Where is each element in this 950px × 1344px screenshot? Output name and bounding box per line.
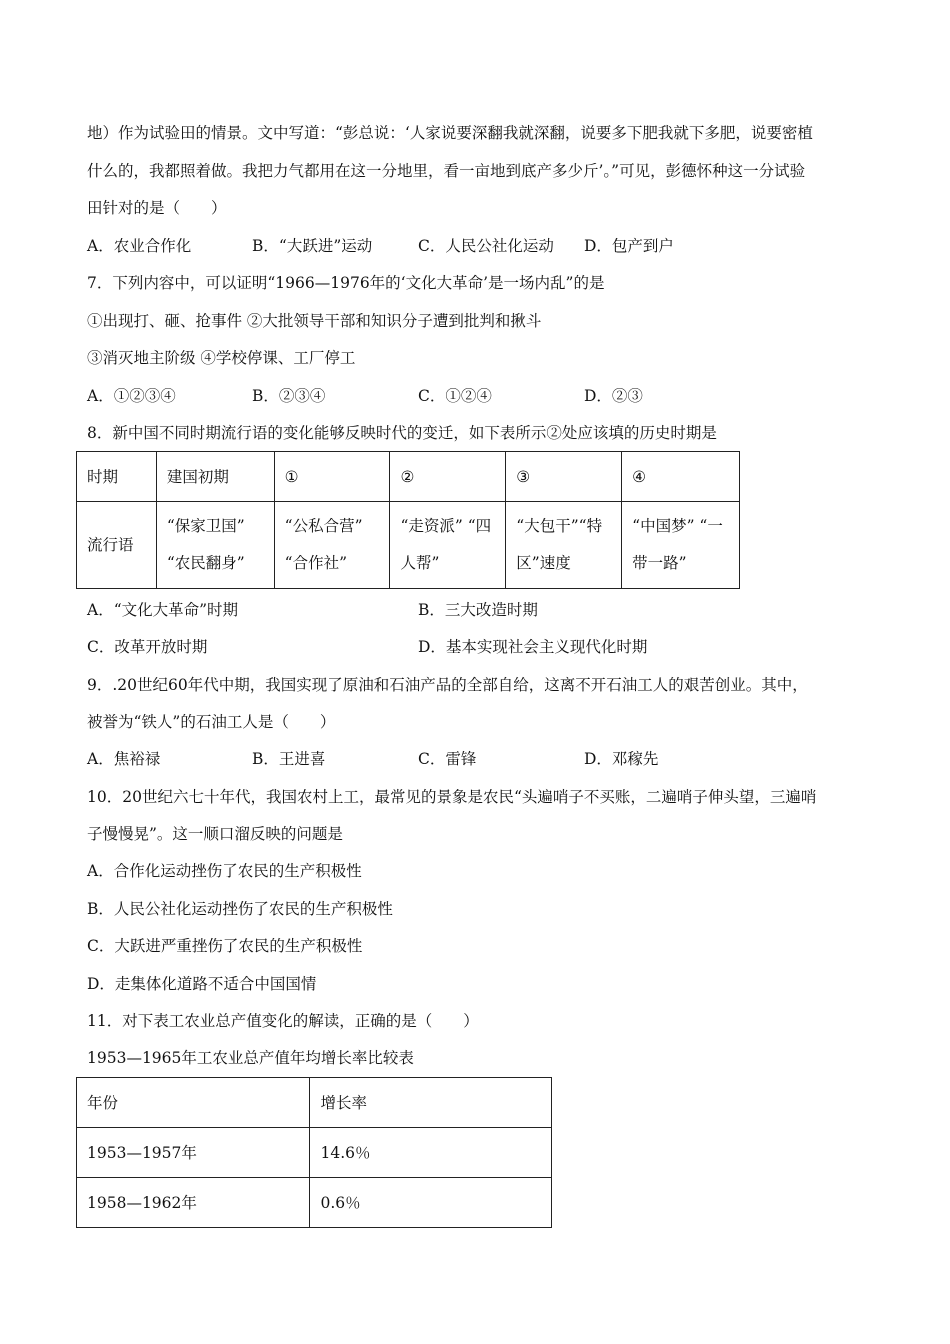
q8-option-d: D．基本实现社会主义现代化时期 — [418, 638, 648, 656]
q8-stem: 8．新中国不同时期流行语的变化能够反映时代的变迁，如下表所示②处应该填的历史时期是 — [87, 424, 717, 442]
q7-option-c: C．①②④ — [418, 387, 492, 405]
q7-items-line-1: ①出现打、砸、抢事件 ②大批领导干部和知识分子遭到批判和揪斗 — [87, 312, 542, 330]
header-circle-1: ① — [274, 452, 390, 502]
q7-option-d: D．②③ — [584, 387, 643, 405]
q10-option-d: D．走集体化道路不适合中国国情 — [87, 975, 317, 993]
table-row — [77, 1128, 552, 1178]
row-label-slang: 流行语 — [77, 502, 157, 589]
q10-option-a: A．合作化运动挫伤了农民的生产积极性 — [87, 862, 362, 880]
table-header-row — [77, 1078, 552, 1128]
table-cell — [622, 502, 740, 589]
header-year: 年份 — [77, 1078, 310, 1128]
cell-line: 人帮” — [400, 554, 440, 572]
cell-line: “农民翻身” — [166, 554, 245, 572]
cell-line: “中国梦” “一 — [632, 517, 723, 535]
q6-text-line-2: 什么的，我都照着做。我把力气都用在这一分地里，看一亩地到底产多少斤’。”可见，彭德怀种这一分试验 — [87, 162, 806, 180]
table-cell: 1953—1957年 — [77, 1128, 310, 1178]
q6-option-c: C．人民公社化运动 — [418, 237, 554, 255]
cell-line: “保家卫国” — [166, 517, 245, 535]
q11-growth-table — [76, 1077, 552, 1228]
q11-stem: 11．对下表工农业总产值变化的解读，正确的是（ ） — [87, 1012, 479, 1030]
table-cell — [390, 502, 506, 589]
q9-text-line-2: 被誉为“铁人”的石油工人是（ ） — [87, 713, 336, 731]
header-growth-rate: 增长率 — [310, 1078, 552, 1128]
q10-text-line-2: 子慢慢晃”。这一顺口溜反映的问题是 — [87, 825, 343, 843]
q8-option-b: B．三大改造时期 — [418, 601, 538, 619]
cell-line: “合作社” — [284, 554, 348, 572]
q8-option-a: A．“文化大革命”时期 — [87, 601, 239, 619]
q11-table-caption: 1953—1965年工农业总产值年均增长率比较表 — [87, 1049, 414, 1067]
cell-line: 区”速度 — [516, 554, 571, 572]
q6-option-b: B．“大跃进”运动 — [252, 237, 373, 255]
cell-line: “大包干”“特 — [516, 517, 603, 535]
q7-items-line-2: ③消灭地主阶级 ④学校停课、工厂停工 — [87, 349, 356, 367]
table-cell — [274, 502, 390, 589]
table-row — [77, 502, 740, 589]
q10-option-c: C．大跃进严重挫伤了农民的生产积极性 — [87, 937, 363, 955]
q6-text-line-3: 田针对的是（ ） — [87, 199, 227, 217]
header-early-prc: 建国初期 — [156, 452, 274, 502]
q6-option-d: D．包产到户 — [584, 237, 674, 255]
table-cell: 14.6％ — [310, 1128, 552, 1178]
table-header-row — [77, 452, 740, 502]
q7-option-a: A．①②③④ — [87, 387, 176, 405]
table-cell: 0.6％ — [310, 1178, 552, 1228]
table-cell — [506, 502, 622, 589]
cell-line: 带一路” — [632, 554, 687, 572]
q9-option-b: B．王进喜 — [252, 750, 326, 768]
table-cell: 1958—1962年 — [77, 1178, 310, 1228]
q6-option-a: A．农业合作化 — [87, 237, 192, 255]
q10-option-b: B．人民公社化运动挫伤了农民的生产积极性 — [87, 900, 393, 918]
cell-line: “走资派” “四 — [400, 517, 492, 535]
header-circle-2: ② — [390, 452, 506, 502]
q7-option-b: B．②③④ — [252, 387, 326, 405]
header-period: 时期 — [77, 452, 157, 502]
q9-option-a: A．焦裕禄 — [87, 750, 161, 768]
q6-text-line-1: 地）作为试验田的情景。文中写道：“彭总说：‘人家说要深翻我就深翻，说要多下肥我就下多肥，说要密植 — [87, 124, 813, 142]
table-cell — [156, 502, 274, 589]
cell-line: “公私合营” — [284, 517, 363, 535]
q8-option-c: C．改革开放时期 — [87, 638, 208, 656]
table-row — [77, 1178, 552, 1228]
header-circle-3: ③ — [506, 452, 622, 502]
q9-option-d: D．邓稼先 — [584, 750, 659, 768]
q10-text-line-1: 10．20世纪六七十年代，我国农村上工，最常见的景象是农民“头遍哨子不买账，二遍哨子伸头望，三遍哨 — [87, 788, 817, 806]
q7-stem: 7．下列内容中，可以证明“1966—1976年的‘文化大革命’是一场内乱”的是 — [87, 274, 605, 292]
q8-slang-table — [76, 451, 740, 589]
q9-option-c: C．雷锋 — [418, 750, 477, 768]
q9-text-line-1: 9．.20世纪60年代中期，我国实现了原油和石油产品的全部自给，这离不开石油工人的艰苦创业。其中， — [87, 676, 808, 694]
header-circle-4: ④ — [622, 452, 740, 502]
